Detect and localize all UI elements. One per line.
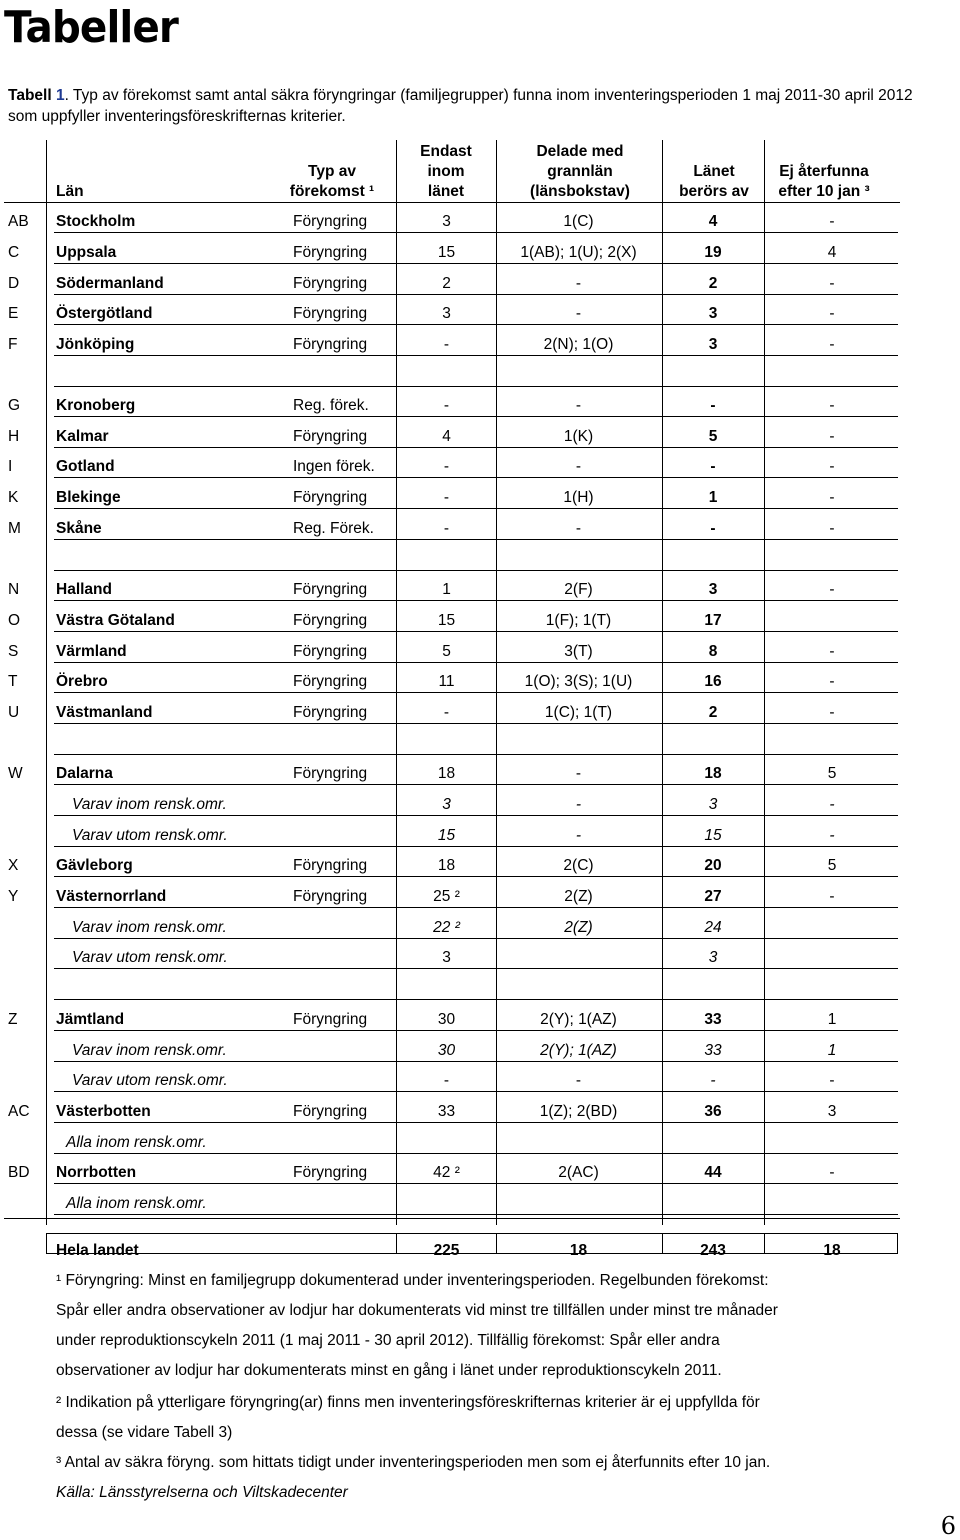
header-rule — [4, 202, 900, 203]
source-note: Källa: Länsstyrelserna och Viltskadecenter — [56, 1484, 348, 1501]
only-in-county-value: 15 — [437, 612, 456, 629]
occurrence-type: Föryngring — [293, 888, 368, 905]
total-top-rule — [46, 1233, 898, 1234]
only-in-county-value: 22 ² — [433, 919, 460, 936]
occurrence-type: Föryngring — [293, 336, 368, 353]
not-refound-value: - — [829, 1072, 835, 1089]
subregion-label: Varav inom rensk.omr. — [72, 919, 227, 936]
only-in-county-value: 3 — [442, 949, 451, 966]
shared-neighbour-value: 2(F) — [564, 581, 593, 598]
row-rule — [54, 263, 898, 264]
row-rule — [54, 232, 898, 233]
footnote-1-line: ¹ Föryngring: Minst en familjegrupp dokumenterad under inventeringsperioden. Regelbunden förekomst: — [56, 1272, 769, 1289]
row-rule — [54, 355, 898, 356]
county-name: Jämtland — [56, 1011, 125, 1028]
county-name: Uppsala — [56, 244, 117, 261]
not-refound-value: 3 — [827, 1103, 837, 1120]
county-affected-value: 19 — [704, 244, 722, 261]
county-code: W — [8, 765, 23, 782]
occurrence-type: Föryngring — [293, 673, 368, 690]
only-in-county-value: 3 — [442, 213, 451, 230]
only-in-county-value: - — [443, 336, 450, 353]
subregion-label: Varav utom rensk.omr. — [72, 827, 228, 844]
row-rule — [54, 784, 898, 785]
footnote-1-line: Spår eller andra observationer av lodjur har dokumenterats vid minst tre tillfällen under minst tre månader — [56, 1302, 778, 1319]
row-rule — [54, 907, 898, 908]
row-rule — [54, 692, 898, 693]
page-heading: Tabeller — [4, 2, 178, 53]
not-refound-value: 1 — [827, 1042, 837, 1059]
occurrence-type: Föryngring — [293, 1164, 368, 1181]
body-bottom-rule — [4, 1218, 900, 1219]
row-rule — [54, 294, 898, 295]
shared-neighbour-value: - — [575, 520, 582, 537]
row-rule — [54, 999, 898, 1000]
caption-number: 1 — [55, 87, 65, 104]
subregion-label: Alla inom rensk.omr. — [66, 1195, 207, 1212]
county-code: O — [8, 612, 21, 629]
shared-neighbour-value: 1(H) — [563, 489, 594, 506]
shared-neighbour-value: 2(C) — [563, 857, 594, 874]
county-affected-value: 4 — [708, 213, 718, 230]
total-only-in-county: 225 — [433, 1242, 460, 1259]
occurrence-type: Föryngring — [293, 581, 368, 598]
shared-neighbour-value: 2(AC) — [558, 1164, 599, 1181]
county-affected-value: 20 — [704, 857, 722, 874]
county-code: S — [8, 643, 19, 660]
county-code: K — [8, 489, 19, 506]
subregion-label: Varav utom rensk.omr. — [72, 949, 228, 966]
county-code: G — [8, 397, 21, 414]
total-label: Hela landet — [56, 1242, 139, 1259]
not-refound-value: - — [829, 397, 835, 414]
shared-neighbour-value: 1(C); 1(T) — [544, 704, 613, 721]
county-code: D — [8, 275, 20, 292]
not-refound-value: - — [829, 428, 835, 445]
occurrence-type: Föryngring — [293, 704, 368, 721]
shared-neighbour-value: - — [575, 275, 582, 292]
table-caption — [8, 85, 938, 127]
county-affected-value: - — [710, 1072, 716, 1089]
caption-label: Tabell — [8, 87, 56, 104]
row-rule — [54, 539, 898, 540]
header-ej: Ej återfunna efter 10 jan ³ — [778, 163, 870, 200]
footnote-1-line: under reproduktionscykeln 2011 (1 maj 2011 - 30 april 2012). Tillfällig förekomst: Spår eller andra — [56, 1332, 720, 1349]
only-in-county-value: 2 — [442, 275, 451, 292]
occurrence-type: Föryngring — [293, 612, 368, 629]
header-lanet: Länet berörs av — [679, 163, 749, 200]
row-rule — [54, 662, 898, 663]
only-in-county-value: - — [443, 397, 450, 414]
shared-neighbour-value: 1(AB); 1(U); 2(X) — [520, 244, 637, 261]
row-rule — [54, 815, 898, 816]
county-code: AB — [8, 213, 29, 230]
county-name: Jönköping — [56, 336, 135, 353]
occurrence-type: Föryngring — [293, 857, 368, 874]
row-rule — [54, 508, 898, 509]
row-rule — [54, 1122, 898, 1123]
county-code: N — [8, 581, 20, 598]
row-rule — [54, 723, 898, 724]
total-divider — [46, 1233, 47, 1254]
row-rule — [54, 968, 898, 969]
county-name: Halland — [56, 581, 112, 598]
header-endast: Endast inom länet — [420, 143, 472, 200]
subregion-label: Alla inom rensk.omr. — [66, 1134, 207, 1151]
county-affected-value: 33 — [704, 1011, 722, 1028]
county-affected-value: 17 — [704, 612, 722, 629]
only-in-county-value: 15 — [437, 827, 456, 844]
shared-neighbour-value: - — [575, 1072, 582, 1089]
shared-neighbour-value: 2(Z) — [564, 919, 593, 936]
occurrence-type: Ingen förek. — [293, 458, 375, 475]
county-affected-value: - — [710, 520, 716, 537]
occurrence-type: Föryngring — [293, 428, 368, 445]
only-in-county-value: 3 — [442, 796, 451, 813]
not-refound-value: 4 — [827, 244, 837, 261]
county-affected-value: - — [710, 397, 716, 414]
shared-neighbour-value: 1(Z); 2(BD) — [539, 1103, 618, 1120]
county-name: Skåne — [56, 520, 102, 537]
county-code: I — [8, 458, 13, 475]
column-divider — [396, 140, 397, 1225]
row-rule — [54, 324, 898, 325]
total-divider — [396, 1233, 397, 1254]
occurrence-type: Föryngring — [293, 765, 368, 782]
county-affected-value: 8 — [708, 643, 718, 660]
county-code: Y — [8, 888, 19, 905]
county-affected-value: 3 — [708, 336, 718, 353]
county-name: Västernorrland — [56, 888, 167, 905]
shared-neighbour-value: - — [575, 305, 582, 322]
county-affected-value: 2 — [708, 275, 718, 292]
occurrence-type: Föryngring — [293, 1011, 368, 1028]
row-rule — [54, 1091, 898, 1092]
county-name: Örebro — [56, 673, 108, 690]
only-in-county-value: 33 — [437, 1103, 456, 1120]
county-name: Blekinge — [56, 489, 121, 506]
occurrence-type: Reg. förek. — [293, 397, 369, 414]
county-code: Z — [8, 1011, 18, 1028]
header-lan: Län — [56, 183, 84, 200]
only-in-county-value: - — [443, 520, 450, 537]
county-code: C — [8, 244, 20, 261]
county-affected-value: 3 — [708, 796, 718, 813]
county-code: X — [8, 857, 19, 874]
subregion-label: Varav inom rensk.omr. — [72, 796, 227, 813]
not-refound-value: - — [829, 673, 835, 690]
shared-neighbour-value: - — [575, 397, 582, 414]
row-rule — [54, 1030, 898, 1031]
only-in-county-value: 15 — [437, 244, 456, 261]
only-in-county-value: - — [443, 1072, 450, 1089]
caption-text: . Typ av förekomst samt antal säkra föryngringar (familjegrupper) funna inom inventeringsperioden 1 maj 2011-30 april 2012 som uppfyller inventeringsföreskrifternas kriterier. — [8, 87, 913, 125]
occurrence-type: Föryngring — [293, 1103, 368, 1120]
county-code: T — [8, 673, 18, 690]
county-name: Västmanland — [56, 704, 153, 721]
county-code: E — [8, 305, 19, 322]
shared-neighbour-value: - — [575, 827, 582, 844]
county-affected-value: 36 — [704, 1103, 722, 1120]
occurrence-type: Föryngring — [293, 643, 368, 660]
not-refound-value: - — [829, 275, 835, 292]
county-affected-value: 3 — [708, 581, 718, 598]
only-in-county-value: 42 ² — [433, 1164, 460, 1181]
county-affected-value: 18 — [704, 765, 722, 782]
county-name: Stockholm — [56, 213, 136, 230]
county-code: AC — [8, 1103, 30, 1120]
shared-neighbour-value: 2(Z) — [564, 888, 593, 905]
only-in-county-value: 5 — [442, 643, 451, 660]
row-rule — [54, 754, 898, 755]
only-in-county-value: 30 — [437, 1011, 456, 1028]
shared-neighbour-value: 2(Y); 1(AZ) — [540, 1042, 617, 1059]
not-refound-value: - — [829, 305, 835, 322]
occurrence-type: Föryngring — [293, 275, 368, 292]
county-affected-value: 27 — [704, 888, 722, 905]
county-affected-value: 33 — [704, 1042, 722, 1059]
total-divider — [764, 1233, 765, 1254]
county-name: Gävleborg — [56, 857, 133, 874]
not-refound-value: - — [829, 643, 835, 660]
county-affected-value: 3 — [708, 949, 718, 966]
occurrence-type: Föryngring — [293, 244, 368, 261]
footnote-2-line: dessa (se vidare Tabell 3) — [56, 1424, 233, 1441]
not-refound-value: - — [829, 1164, 835, 1181]
total-shared: 18 — [569, 1242, 588, 1259]
row-rule — [54, 846, 898, 847]
county-code: H — [8, 428, 20, 445]
not-refound-value: - — [829, 213, 835, 230]
page-number: 6 — [940, 1512, 956, 1540]
occurrence-type: Föryngring — [293, 305, 368, 322]
total-not-refound: 18 — [823, 1242, 841, 1259]
row-rule — [54, 447, 898, 448]
not-refound-value: - — [829, 581, 835, 598]
county-code: U — [8, 704, 20, 721]
subregion-label: Varav utom rensk.omr. — [72, 1072, 228, 1089]
header-typ: Typ av förekomst ¹ — [289, 163, 375, 200]
footnote-2-line: ² Indikation på ytterligare föryngring(ar) finns men inventeringsföreskrifternas kriterier är ej uppfyllda för — [56, 1394, 760, 1411]
row-rule — [54, 570, 898, 571]
only-in-county-value: 18 — [437, 765, 456, 782]
county-affected-value: 3 — [708, 305, 718, 322]
county-affected-value: - — [710, 458, 716, 475]
not-refound-value: - — [829, 827, 835, 844]
shared-neighbour-value: 1(F); 1(T) — [545, 612, 612, 629]
only-in-county-value: 18 — [437, 857, 456, 874]
row-rule — [54, 386, 898, 387]
not-refound-value: 5 — [827, 857, 837, 874]
county-affected-value: 44 — [704, 1164, 722, 1181]
county-affected-value: 1 — [708, 489, 718, 506]
row-rule — [54, 1183, 898, 1184]
only-in-county-value: 3 — [442, 305, 451, 322]
not-refound-value: - — [829, 336, 835, 353]
county-name: Västerbotten — [56, 1103, 151, 1120]
county-name: Kronoberg — [56, 397, 136, 414]
row-rule — [54, 477, 898, 478]
occurrence-type: Föryngring — [293, 213, 368, 230]
only-in-county-value: 4 — [442, 428, 451, 445]
occurrence-type: Reg. Förek. — [293, 520, 374, 537]
shared-neighbour-value: 1(C) — [563, 213, 594, 230]
shared-neighbour-value: 2(N); 1(O) — [543, 336, 614, 353]
footnotes — [56, 1266, 916, 1508]
not-refound-value: - — [829, 489, 835, 506]
not-refound-value: 1 — [827, 1011, 837, 1028]
footnote-1-line: observationer av lodjur har dokumenterats minst en gång i länet under reproduktionscykeln 2011. — [56, 1362, 722, 1379]
not-refound-value: - — [829, 520, 835, 537]
shared-neighbour-value: 2(Y); 1(AZ) — [540, 1011, 617, 1028]
footnote-3: ³ Antal av säkra föryng. som hittats tidigt under inventeringsperioden men som ej återfunnits efter 10 jan. — [56, 1454, 771, 1471]
county-affected-value: 2 — [708, 704, 718, 721]
shared-neighbour-value: 1(O); 3(S); 1(U) — [524, 673, 633, 690]
county-code: F — [8, 336, 18, 353]
total-county-affected: 243 — [700, 1242, 726, 1259]
row-rule — [54, 600, 898, 601]
only-in-county-value: - — [443, 489, 450, 506]
not-refound-value: - — [829, 796, 835, 813]
county-name: Värmland — [56, 643, 127, 660]
not-refound-value: - — [829, 704, 835, 721]
row-rule — [54, 631, 898, 632]
county-affected-value: 5 — [708, 428, 718, 445]
occurrence-type: Föryngring — [293, 489, 368, 506]
only-in-county-value: 30 — [437, 1042, 456, 1059]
row-rule — [54, 1214, 898, 1215]
county-name: Dalarna — [56, 765, 113, 782]
column-divider — [46, 140, 47, 1225]
row-rule — [54, 938, 898, 939]
row-rule — [54, 416, 898, 417]
subregion-label: Varav inom rensk.omr. — [72, 1042, 227, 1059]
row-rule — [54, 876, 898, 877]
not-refound-value: 5 — [827, 765, 837, 782]
only-in-county-value: 25 ² — [433, 888, 460, 905]
only-in-county-value: 11 — [438, 673, 455, 690]
county-code: M — [8, 520, 21, 537]
county-name: Västra Götaland — [56, 612, 175, 629]
county-name: Östergötland — [56, 305, 153, 322]
county-name: Kalmar — [56, 428, 109, 445]
shared-neighbour-value: 3(T) — [564, 643, 593, 660]
only-in-county-value: 1 — [442, 581, 451, 598]
county-affected-value: 24 — [704, 919, 722, 936]
shared-neighbour-value: 1(K) — [563, 428, 594, 445]
shared-neighbour-value: - — [575, 458, 582, 475]
only-in-county-value: - — [443, 704, 450, 721]
header-delade: Delade med grannlän (länsbokstav) — [530, 143, 630, 200]
column-divider — [764, 140, 765, 1225]
county-code: BD — [8, 1164, 30, 1181]
not-refound-value: - — [829, 458, 835, 475]
data-table — [0, 140, 960, 1260]
shared-neighbour-value: - — [575, 796, 582, 813]
county-affected-value: 16 — [704, 673, 722, 690]
county-name: Södermanland — [56, 275, 164, 292]
only-in-county-value: - — [443, 458, 450, 475]
county-name: Norrbotten — [56, 1164, 137, 1181]
not-refound-value: - — [829, 888, 835, 905]
county-name: Gotland — [56, 458, 115, 475]
county-affected-value: 15 — [704, 827, 722, 844]
shared-neighbour-value: - — [575, 765, 582, 782]
row-rule — [54, 1061, 898, 1062]
row-rule — [54, 1153, 898, 1154]
